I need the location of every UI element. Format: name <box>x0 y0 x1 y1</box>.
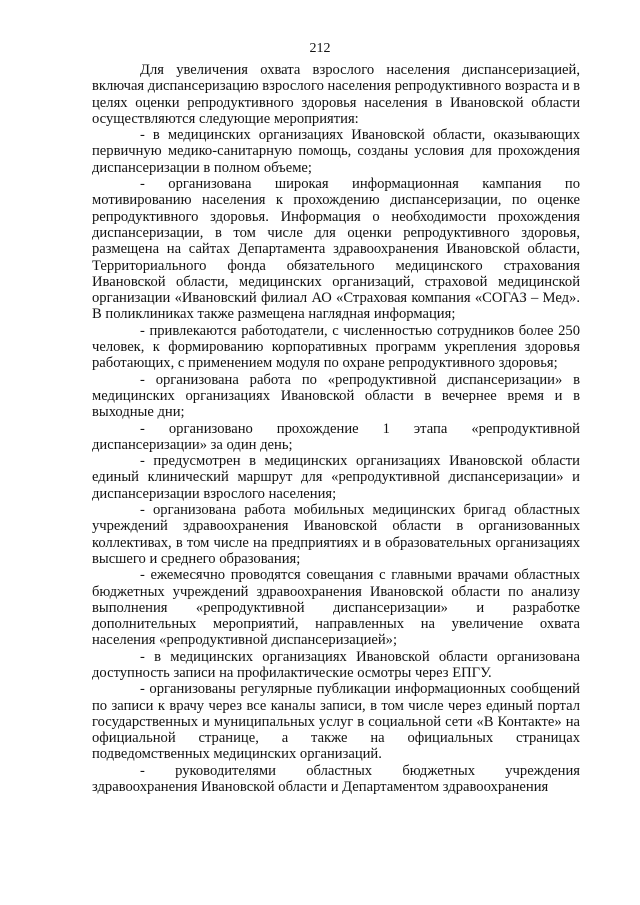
paragraph-intro: Для увеличения охвата взрослого населения диспансеризацией, включая диспансеризацию взрослого населения репродуктивного возраста и в целях оценки репродуктивного здоровья населения в Ивановской области осуществляются следующие мероприятия: <box>92 62 580 127</box>
paragraph-item: - организованы регулярные публикации информационных сообщений по записи к врачу через все каналы записи, в том числе через единый портал государственных и муниципальных услуг в социальной сети «В Контакте» на официальной странице, а также на официальных страницах подведомственных медицинских организаций. <box>92 681 580 763</box>
paragraph-item-continued: - руководителями областных бюджетных учреждения здравоохранения Ивановской области и Департаментом здравоохранения <box>92 762 580 796</box>
document-body <box>92 62 580 795</box>
page-number: 212 <box>309 41 331 56</box>
paragraph-item: - организована работа мобильных медицинских бригад областных учреждений здравоохранения Ивановской области в организованных коллективах, в том числе на предприятиях и в образовательных организациях высшего и среднего образования; <box>92 502 580 567</box>
paragraph-item: - ежемесячно проводятся совещания с главными врачами областных бюджетных учреждений здравоохранения Ивановской области по анализу выполнения «репродуктивной диспансеризации» и разработке дополнительных мероприятий, направленных на увеличение охвата населения «репродуктивной диспансеризацией»; <box>92 567 580 649</box>
paragraph-item: - в медицинских организациях Ивановской области организована доступность записи на профилактические осмотры через ЕПГУ. <box>92 648 580 681</box>
paragraph-item: - в медицинских организациях Ивановской области, оказывающих первичную медико-санитарную помощь, созданы условия для прохождения диспансеризации в полном объеме; <box>92 127 580 176</box>
paragraph-item: - привлекаются работодатели, с численностью сотрудников более 250 человек, к формированию корпоративных программ укрепления здоровья работающих, с применением модуля по охране репродуктивного здоровья; <box>92 322 580 372</box>
paragraph-item: - организовано прохождение 1 этапа «репродуктивной диспансеризации» за один день; <box>92 420 580 453</box>
paragraph-item: - предусмотрен в медицинских организациях Ивановской области единый клинический маршрут для «репродуктивной диспансеризации» и диспансеризации взрослого населения; <box>92 453 580 502</box>
paragraph-item: - организована широкая информационная кампания по мотивированию населения к прохождению диспансеризации, по оценке репродуктивного здоровья. Информация о необходимости прохождения диспансеризации, в том числе для оценки репродуктивного здоровья, размещена на сайтах Департамента здравоохранения Ивановской области, Территориального фонда обязательного медицинского страхования Ивановской области, медицинских организаций, страховой медицинской организации «Ивановский филиал АО «Страховая компания «СОГАЗ – Мед». В поликлиниках также размещена наглядная информация; <box>92 176 580 323</box>
paragraph-item: - организована работа по «репродуктивной диспансеризации» в медицинских организациях Ивановской области в вечернее время и в выходные дни; <box>92 371 580 421</box>
